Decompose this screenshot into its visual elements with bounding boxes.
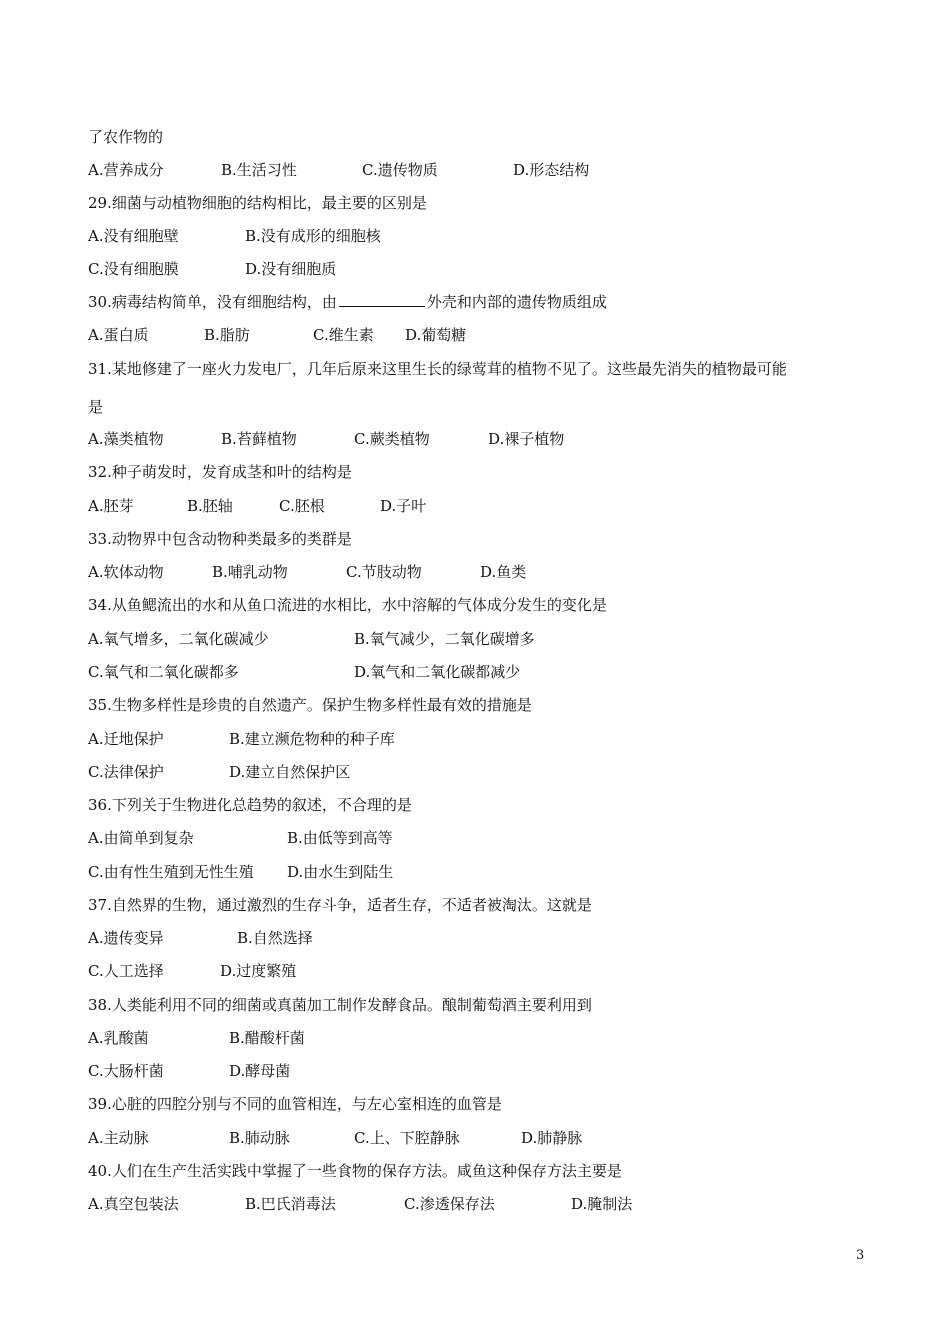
option-c: C.渗透保存法 — [404, 1195, 495, 1213]
question-36-stem: 36.下列关于生物进化总趋势的叙述，不合理的是 — [88, 796, 412, 814]
option-a: A.蛋白质 — [88, 326, 149, 344]
question-31-stem-line2: 是 — [88, 398, 104, 416]
question-38-stem: 38.人类能利用不同的细菌或真菌加工制作发酵食品。酿制葡萄酒主要利用到 — [88, 996, 592, 1014]
option-d: D.酵母菌 — [229, 1062, 291, 1080]
option-c: C.节肢动物 — [346, 563, 422, 581]
question-31-stem-line1: 31.某地修建了一座火力发电厂，几年后原来这里生长的绿莺茸的植物不见了。这些最先消失的植物最可能 — [88, 360, 787, 378]
option-c: C.法律保护 — [88, 763, 164, 781]
option-a: A.胚芽 — [88, 497, 134, 515]
page-number: 3 — [856, 1248, 865, 1263]
option-b: B.醋酸杆菌 — [229, 1029, 305, 1047]
option-a: A.乳酸菌 — [88, 1029, 149, 1047]
option-a: A.氧气增多，二氧化碳减少 — [88, 630, 269, 648]
option-b: B.脂肪 — [204, 326, 250, 344]
option-c: C.胚根 — [279, 497, 325, 515]
option-d: D.鱼类 — [480, 563, 527, 581]
option-b: B.生活习性 — [221, 161, 297, 179]
answer-blank — [339, 292, 425, 307]
option-b: B.建立濒危物种的种子库 — [229, 730, 395, 748]
option-a: A.藻类植物 — [88, 430, 164, 448]
option-d: D.建立自然保护区 — [229, 763, 351, 781]
option-b: B.苔藓植物 — [221, 430, 297, 448]
continued-question-text: 了农作物的 — [88, 128, 164, 146]
question-39-stem: 39.心脏的四腔分别与不同的血管相连，与左心室相连的血管是 — [88, 1095, 502, 1113]
option-d: D.氧气和二氧化碳都减少 — [354, 663, 521, 681]
question-35-stem: 35.生物多样性是珍贵的自然遗产。保护生物多样性最有效的措施是 — [88, 696, 532, 714]
option-a: A.遗传变异 — [88, 929, 164, 947]
option-d: D.没有细胞质 — [245, 260, 337, 278]
option-d: D.裸子植物 — [488, 430, 565, 448]
question-29-stem: 29.细菌与动植物细胞的结构相比，最主要的区别是 — [88, 194, 427, 212]
option-c: C.没有细胞膜 — [88, 260, 179, 278]
option-a: A.软体动物 — [88, 563, 164, 581]
option-c: C.氧气和二氧化碳都多 — [88, 663, 239, 681]
option-b: B.巴氏消毒法 — [245, 1195, 336, 1213]
option-c: C.蕨类植物 — [354, 430, 430, 448]
option-c: C.遗传物质 — [362, 161, 438, 179]
option-c: C.由有性生殖到无性生殖 — [88, 863, 254, 881]
option-a: A.主动脉 — [88, 1129, 149, 1147]
option-d: D.由水生到陆生 — [287, 863, 394, 881]
question-32-stem: 32.种子萌发时，发育成茎和叶的结构是 — [88, 463, 352, 481]
option-d: D.形态结构 — [513, 161, 590, 179]
option-d: D.腌制法 — [571, 1195, 633, 1213]
option-b: B.氧气减少，二氧化碳增多 — [354, 630, 535, 648]
question-30-stem — [88, 292, 607, 312]
option-b: B.哺乳动物 — [212, 563, 288, 581]
option-d: D.过度繁殖 — [220, 962, 297, 980]
option-d: D.肺静脉 — [521, 1129, 583, 1147]
question-33-stem: 33.动物界中包含动物种类最多的类群是 — [88, 530, 352, 548]
question-37-stem: 37.自然界的生物，通过激烈的生存斗争，适者生存，不适者被淘汰。这就是 — [88, 896, 592, 914]
option-d: D.子叶 — [380, 497, 427, 515]
question-40-stem: 40.人们在生产生活实践中掌握了一些食物的保存方法。咸鱼这种保存方法主要是 — [88, 1162, 622, 1180]
option-a: A.真空包装法 — [88, 1195, 179, 1213]
question-30-stem-before: 30.病毒结构简单，没有细胞结构，由 — [88, 293, 337, 311]
option-a: A.由简单到复杂 — [88, 829, 194, 847]
option-a: A.没有细胞壁 — [88, 227, 179, 245]
question-34-stem: 34.从鱼鳃流出的水和从鱼口流进的水相比，水中溶解的气体成分发生的变化是 — [88, 596, 607, 614]
option-d: D.葡萄糖 — [405, 326, 467, 344]
option-b: B.胚轴 — [187, 497, 233, 515]
option-a: A.迁地保护 — [88, 730, 164, 748]
option-b: B.没有成形的细胞核 — [245, 227, 381, 245]
option-c: C.人工选择 — [88, 962, 164, 980]
option-a: A.营养成分 — [88, 161, 164, 179]
option-c: C.维生素 — [313, 326, 374, 344]
option-c: C.大肠杆菌 — [88, 1062, 164, 1080]
option-b: B.肺动脉 — [229, 1129, 290, 1147]
option-b: B.自然选择 — [237, 929, 313, 947]
option-c: C.上、下腔静脉 — [354, 1129, 460, 1147]
question-30-stem-after: 外壳和内部的遗传物质组成 — [426, 293, 607, 311]
option-b: B.由低等到高等 — [287, 829, 393, 847]
